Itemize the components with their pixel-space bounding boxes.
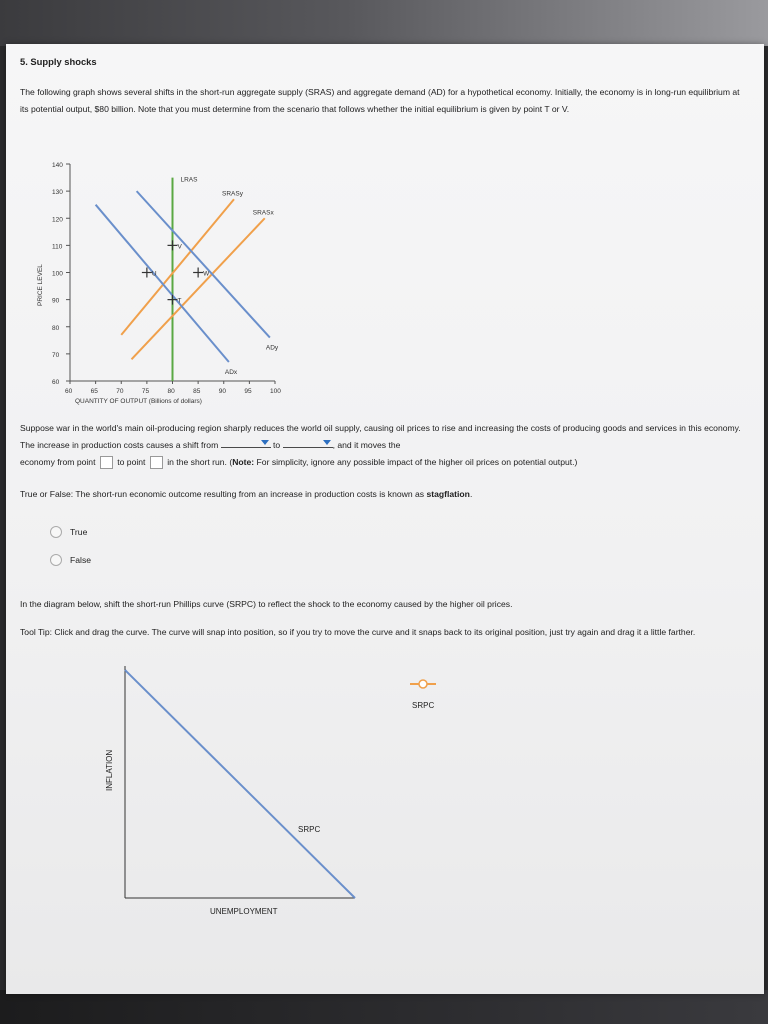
intro-paragraph: The following graph shows several shifts in the short-run aggregate supply (SRAS) and aggregate demand (AD) for a hypothetical economy. Initially, the economy is in long-run equilibrium at its potential output, $80 billion. Note that you must determine from the scenario that follows whether the initial equilibrium is given by point T or V. bbox=[20, 87, 740, 114]
curve-label-lras: LRAS bbox=[180, 176, 198, 184]
photo-top-background bbox=[0, 0, 768, 46]
y-tick-label: 130 bbox=[52, 189, 63, 197]
scenario-text-e: in the short run. ( bbox=[167, 457, 233, 467]
to-curve-dropdown[interactable] bbox=[283, 438, 333, 448]
unemployment-axis-label: UNEMPLOYMENT bbox=[210, 907, 278, 916]
x-tick-label: 65 bbox=[90, 388, 98, 395]
y-tick-label: 60 bbox=[52, 379, 60, 386]
x-tick-label: 75 bbox=[141, 388, 150, 395]
curve-label-srasx: SRASx bbox=[252, 209, 274, 217]
x-tick-label: 60 bbox=[65, 388, 73, 395]
y-tick-label: 140 bbox=[52, 162, 63, 169]
tf-prompt-text: True or False: The short-run economic outcome resulting from an increase in production costs is known as bbox=[20, 489, 427, 499]
asad-x-axis-label: QUANTITY OF OUTPUT (Billions of dollars) bbox=[75, 398, 202, 405]
from-curve-dropdown[interactable] bbox=[221, 438, 271, 448]
point-label-u: U bbox=[151, 270, 157, 278]
tf-term: stagflation bbox=[426, 489, 470, 499]
point-label-w: W bbox=[203, 270, 210, 278]
note-text: For simplicity, ignore any possible impact of the higher oil prices on potential output.) bbox=[254, 457, 578, 467]
diagram-prompt: In the diagram below, shift the short-run Phillips curve (SRPC) to reflect the shock to the economy caused by the higher oil prices. bbox=[20, 599, 513, 609]
curve-label-adx: ADx bbox=[224, 369, 238, 377]
scenario-text-c: economy from point bbox=[20, 457, 96, 467]
srpc-curve-label: SRPC bbox=[298, 825, 321, 834]
curve-srasy bbox=[121, 199, 234, 335]
x-tick-label: 100 bbox=[270, 388, 281, 395]
tool-tip: Tool Tip: Click and drag the curve. The curve will snap into position, so if you try to move the curve and it snaps back to its original position, just try again and drag it a little farther. bbox=[20, 627, 696, 637]
true-false-prompt bbox=[20, 486, 745, 503]
curve-label-srasy: SRASy bbox=[222, 190, 243, 198]
point-label-t: T bbox=[177, 297, 182, 305]
to-point-input[interactable] bbox=[150, 456, 163, 469]
option-false-label: False bbox=[70, 555, 92, 565]
option-true[interactable] bbox=[50, 526, 87, 538]
y-tick-label: 100 bbox=[52, 270, 63, 278]
dropdown-caret-icon bbox=[261, 440, 269, 445]
srpc-curve[interactable] bbox=[125, 670, 355, 898]
y-tick-label: 90 bbox=[52, 297, 60, 305]
inflation-axis-label: INFLATION bbox=[105, 749, 114, 791]
note-label: Note: bbox=[232, 457, 255, 467]
radio-true[interactable] bbox=[50, 526, 62, 538]
x-tick-label: 90 bbox=[218, 388, 226, 395]
radio-false[interactable] bbox=[50, 554, 62, 566]
question-title: 5. Supply shocks bbox=[20, 56, 97, 67]
phillips-graph bbox=[80, 666, 380, 936]
y-tick-label: 120 bbox=[52, 216, 63, 224]
dropdown-caret-icon bbox=[323, 440, 331, 445]
curve-label-ady: ADy bbox=[265, 344, 279, 352]
x-tick-label: 80 bbox=[167, 388, 175, 395]
asad-y-axis-label: PRICE LEVEL bbox=[37, 264, 44, 306]
y-tick-label: 70 bbox=[52, 351, 60, 359]
worksheet-page bbox=[6, 44, 764, 994]
x-tick-label: 95 bbox=[244, 388, 252, 395]
curve-srasx bbox=[132, 218, 265, 359]
srpc-tool-handle-icon[interactable] bbox=[419, 680, 427, 688]
curve-ady bbox=[137, 191, 270, 337]
point-label-v: V bbox=[177, 243, 182, 251]
y-tick-label: 110 bbox=[52, 243, 63, 251]
scenario-text-d: to point bbox=[117, 457, 146, 467]
scenario-to: to bbox=[273, 440, 281, 450]
scenario-paragraph bbox=[20, 420, 745, 471]
y-tick-label: 80 bbox=[52, 324, 60, 332]
photo-bottom-background bbox=[0, 990, 768, 1024]
from-point-input[interactable] bbox=[100, 456, 113, 469]
x-tick-label: 85 bbox=[193, 388, 201, 395]
scenario-text-a: Suppose war in the world's main oil-producing region sharply reduces the world oil supply, causing oil prices to rise and increasing the costs of producing goods and services in this economy. The increase in production costs causes a shift from bbox=[20, 423, 741, 450]
option-false[interactable] bbox=[50, 554, 91, 566]
srpc-tool[interactable] bbox=[390, 676, 470, 726]
srpc-tool-label: SRPC bbox=[412, 701, 435, 710]
x-tick-label: 70 bbox=[116, 388, 124, 395]
tf-period: . bbox=[469, 489, 473, 499]
question-content bbox=[20, 56, 745, 916]
option-true-label: True bbox=[70, 527, 88, 537]
scenario-text-b: , and it moves the bbox=[332, 440, 401, 450]
